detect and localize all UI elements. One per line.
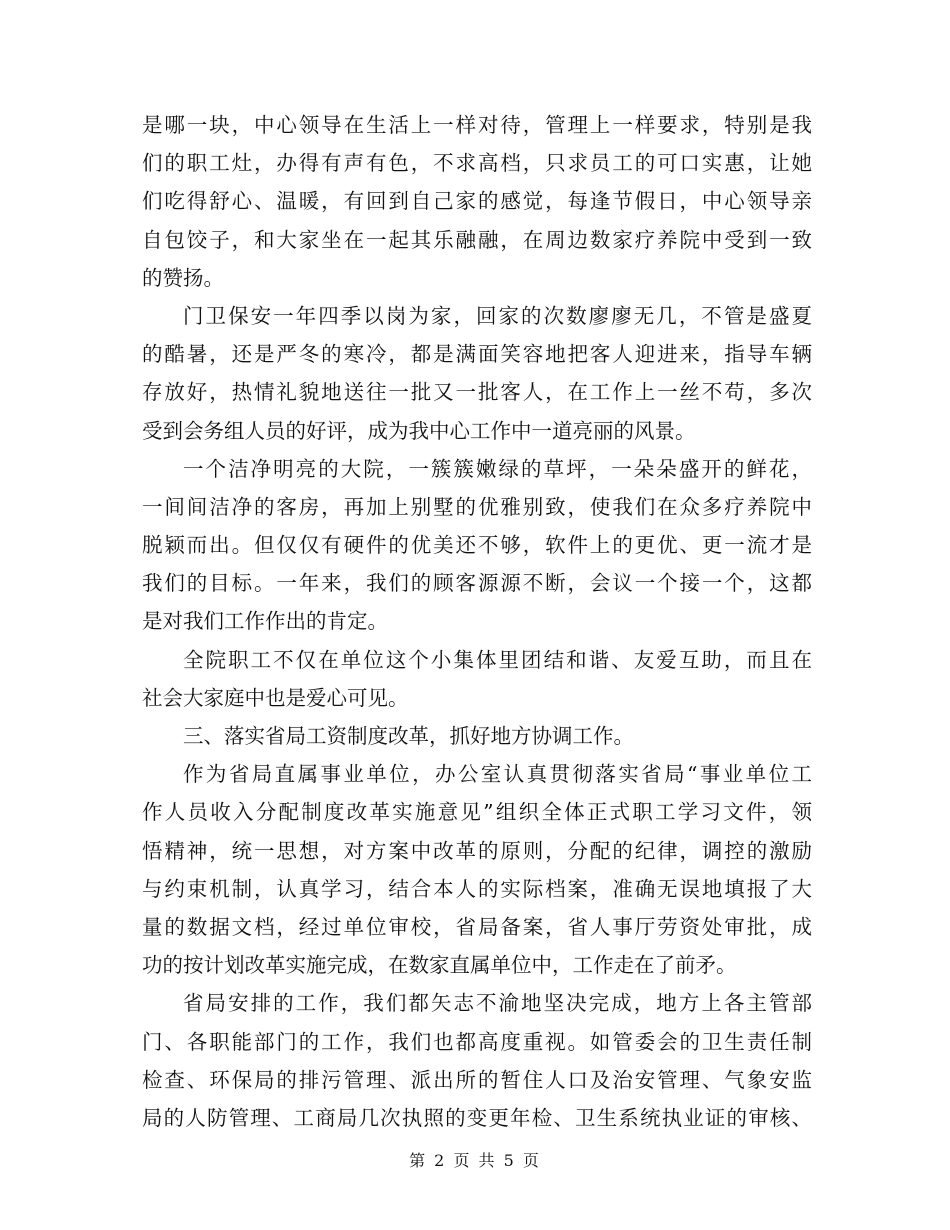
text-line: 们的职工灶，办得有声有色，不求高档，只求员工的可口实惠，让她 xyxy=(142,151,812,176)
paragraph-7 xyxy=(142,984,812,1137)
text-line: 门、各职能部门的工作，我们也都高度重视。如管委会的卫生责任制 xyxy=(142,1029,812,1054)
text-line: 是哪一块，中心领导在生活上一样对待，管理上一样要求，特别是我 xyxy=(142,113,812,137)
text-line: 功的按计划改革实施完成，在数家直属单位中，工作走在了前矛。 xyxy=(142,953,737,978)
text-line: 作为省局直属事业单位，办公室认真贯彻落实省局“事业单位工 xyxy=(183,762,812,787)
text-line: 作人员收入分配制度改革实施意见”组织全体正式职工学习文件，领 xyxy=(142,800,812,825)
text-line: 的赞扬。 xyxy=(142,265,224,290)
paragraph-3 xyxy=(142,450,812,641)
text-line: 悟精神，统一思想，对方案中改革的原则，分配的纪律，调控的激励 xyxy=(142,838,812,863)
text-line: 门卫保安一年四季以岗为家，回家的次数廖廖无几，不管是盛夏 xyxy=(183,303,812,328)
paragraph-6 xyxy=(142,755,812,984)
paragraph-2 xyxy=(142,297,812,450)
text-line: 全院职工不仅在单位这个小集体里团结和谐、友爱互助，而且在 xyxy=(183,647,812,672)
paragraph-4 xyxy=(142,641,812,717)
document-body xyxy=(142,106,812,1137)
text-line: 受到会务组人员的好评，成为我中心工作中一道亮丽的风景。 xyxy=(142,418,696,443)
text-line: 局的人防管理、工商局几次执照的变更年检、卫生系统执业证的审核、 xyxy=(142,1105,812,1130)
text-line: 与约束机制，认真学习，结合本人的实际档案，准确无误地填报了大 xyxy=(142,876,812,901)
text-line: 存放好，热情礼貌地送往一批又一批客人，在工作上一丝不苟，多次 xyxy=(142,380,812,405)
text-line: 量的数据文档，经过单位审校，省局备案，省人事厅劳资处审批，成 xyxy=(142,914,812,939)
text-line: 社会大家庭中也是爱心可见。 xyxy=(142,685,409,710)
section-heading xyxy=(142,717,812,755)
text-line: 脱颖而出。但仅仅有硬件的优美还不够，软件上的更优、更一流才是 xyxy=(142,533,812,558)
page-number-footer: 第 2 页 共 5 页 xyxy=(409,1151,541,1170)
text-line: 一个洁净明亮的大院，一簇簇嫩绿的草坪，一朵朵盛开的鲜花， xyxy=(183,456,812,481)
text-line: 三、落实省局工资制度改革，抓好地方协调工作。 xyxy=(183,724,634,748)
text-line: 的酷暑，还是严冬的寒冷，都是满面笑容地把客人迎进来，指导车辆 xyxy=(142,342,812,367)
text-line: 检查、环保局的排污管理、派出所的暂住人口及治安管理、气象安监 xyxy=(142,1067,812,1092)
text-line: 自包饺子，和大家坐在一起其乐融融，在周边数家疗养院中受到一致 xyxy=(142,227,812,252)
text-line: 我们的目标。一年来，我们的顾客源源不断，会议一个接一个，这都 xyxy=(142,571,812,596)
text-line: 省局安排的工作，我们都矢志不渝地坚决完成，地方上各主管部 xyxy=(183,991,812,1016)
text-line: 们吃得舒心、温暖，有回到自己家的感觉，每逢节假日，中心领导亲 xyxy=(142,189,812,214)
paragraph-1 xyxy=(142,106,812,297)
text-line: 是对我们工作作出的肯定。 xyxy=(142,609,388,634)
text-line: 一间间洁净的客房，再加上别墅的优雅别致，使我们在众多疗养院中 xyxy=(142,494,812,519)
